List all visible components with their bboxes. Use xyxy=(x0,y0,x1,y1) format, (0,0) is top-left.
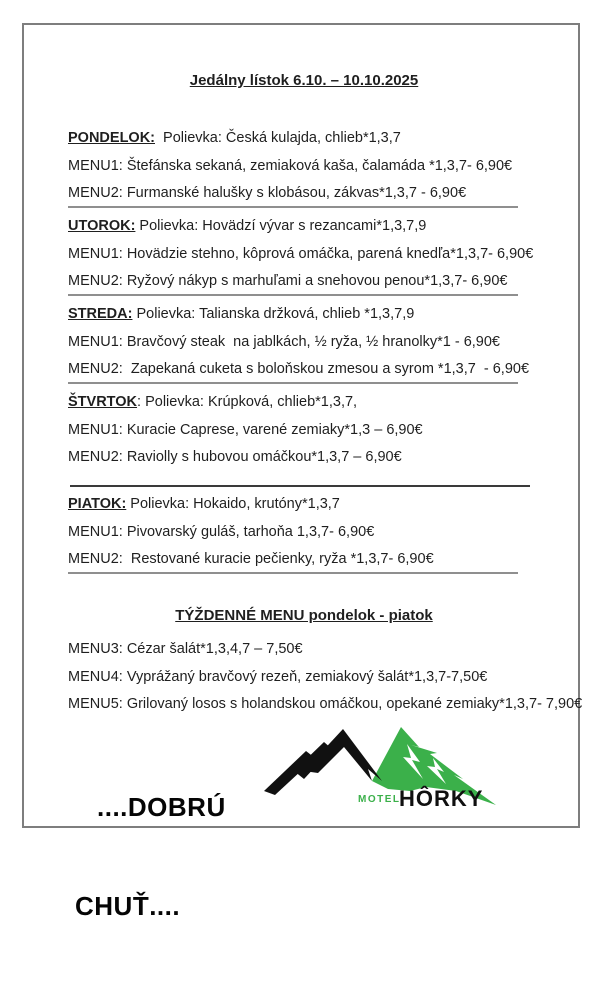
page-title xyxy=(68,72,540,89)
divider-line xyxy=(70,485,530,487)
menu1-line: MENU1: Bravčový steak na jablkách, ½ ryža, ½ hranolky*1 - 6,90€ xyxy=(68,333,500,350)
soup-line xyxy=(68,395,518,410)
day-label: PONDELOK: xyxy=(68,130,155,146)
menu1-line: MENU1: Kuracie Caprese, varené zemiaky*1,3 – 6,90€ xyxy=(68,421,423,438)
menu1-line: MENU1: Pivovarský guláš, tarhoňa 1,3,7- 6,90€ xyxy=(68,523,375,540)
motel-horky-logo xyxy=(260,717,502,817)
menu2-line: MENU2: Furmanské halušky s klobásou, zákvas*1,3,7 - 6,90€ xyxy=(68,185,467,201)
soup-text: Polievka: Hokaido, krutóny*1,3,7 xyxy=(126,496,340,512)
menu5-line: MENU5: Grilovaný losos s holandskou omáčkou, opekané zemiaky*1,3,7- 7,90€ xyxy=(68,696,583,712)
menu2-line: MENU2: Restované kuracie pečienky, ryža *1,3,7- 6,90€ xyxy=(68,551,434,567)
day-label: UTOROK: xyxy=(68,218,136,234)
menu1-line: MENU1: Hovädzie stehno, kôprová omáčka, parená knedľa*1,3,7- 6,90€ xyxy=(68,245,534,262)
soup-text: Polievka: Česká kulajda, chlieb*1,3,7 xyxy=(155,130,401,146)
menu-document xyxy=(68,23,583,989)
day-label: PIATOK: xyxy=(68,496,127,512)
day-section-utorok xyxy=(68,218,534,296)
page-title-text: Jedálny lístok 6.10. – 10.10.2025 xyxy=(189,72,419,89)
menu1-line: MENU1: Štefánska sekaná, zemiaková kaša, čalamáda *1,3,7- 6,90€ xyxy=(68,157,513,174)
menu3-line: MENU3: Cézar šalát*1,3,4,7 – 7,50€ xyxy=(68,641,303,657)
day-section-stvrtok xyxy=(68,395,518,465)
soup-line xyxy=(68,219,518,234)
soup-line xyxy=(68,497,518,512)
soup-text: : Polievka: Krúpková, chlieb*1,3,7, xyxy=(137,394,358,410)
menu2-line: MENU2: Zapekaná cuketa s boloňskou zmesou a syrom *1,3,7 - 6,90€ xyxy=(68,361,530,377)
bon-appetit-line1: ....DOBRÚ xyxy=(97,791,226,822)
weekly-menu-section xyxy=(68,607,583,712)
day-section-pondelok xyxy=(68,131,518,208)
day-section-piatok xyxy=(68,497,518,574)
menu4-line: MENU4: Vyprážaný bravčový rezeň, zemiakový šalát*1,3,7-7,50€ xyxy=(68,668,488,685)
menu2-line: MENU2: Ryžový nákyp s marhuľami a snehovou penou*1,3,7- 6,90€ xyxy=(68,273,508,289)
menu2-line: MENU2: Raviolly s hubovou omáčkou*1,3,7 – 6,90€ xyxy=(68,449,402,465)
logo-horky-text: HÔRKY xyxy=(398,785,484,811)
soup-line xyxy=(68,307,518,322)
weekly-menu-heading xyxy=(68,607,540,624)
weekly-menu-heading-text: TÝŽDENNÉ MENU pondelok - piatok xyxy=(175,607,433,624)
soup-line xyxy=(68,131,518,146)
mountain-logo-icon xyxy=(260,717,502,817)
day-section-streda xyxy=(68,306,530,384)
logo-motel-text: MOTEL xyxy=(357,793,401,805)
day-label: ŠTVRTOK xyxy=(68,394,138,410)
day-label: STREDA: xyxy=(68,306,133,322)
soup-text: Polievka: Hovädzí vývar s rezancami*1,3,7,9 xyxy=(135,218,427,234)
bon-appetit-line2: CHUŤ.... xyxy=(75,890,181,921)
daily-menu-list xyxy=(68,131,540,574)
soup-text: Polievka: Talianska držková, chlieb *1,3,7,9 xyxy=(132,306,415,322)
